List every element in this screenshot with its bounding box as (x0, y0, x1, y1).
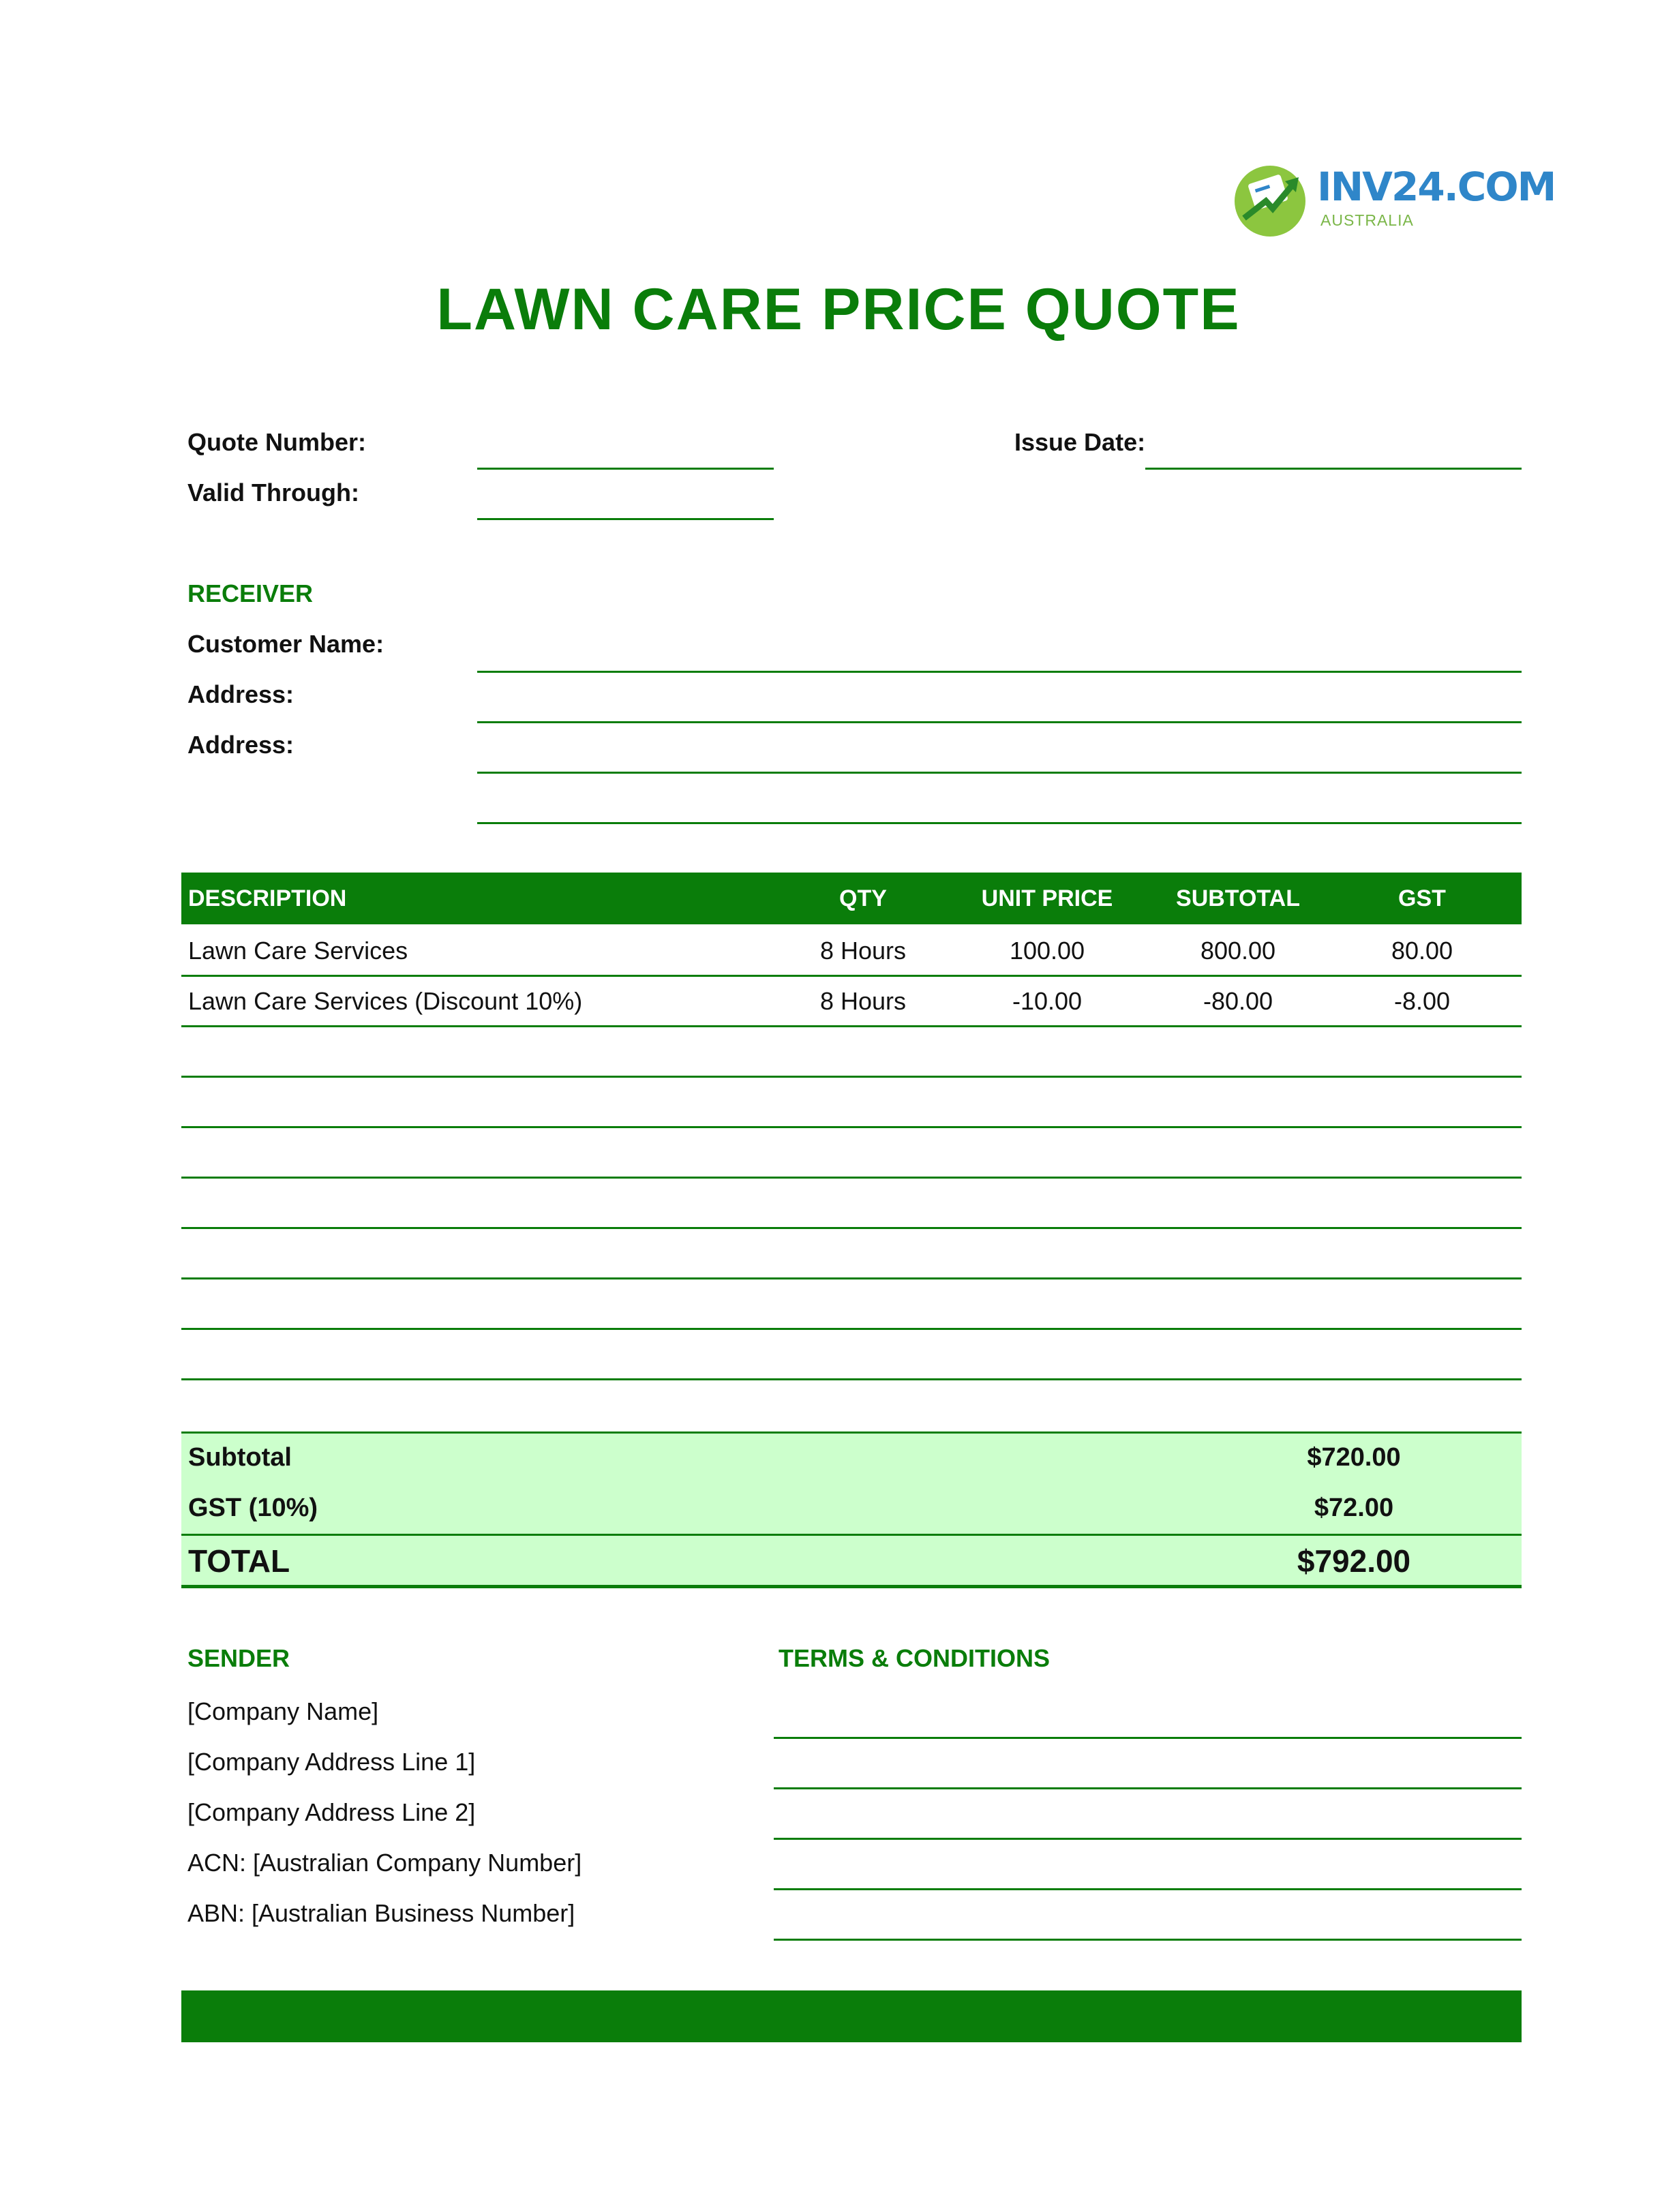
table-row (181, 924, 1522, 977)
row-gst: -8.00 (1393, 987, 1451, 1015)
page-title: LAWN CARE PRICE QUOTE (436, 277, 1241, 342)
customer-name-field[interactable] (477, 671, 1522, 673)
table-header (181, 873, 1522, 924)
address-label-1: Address: (187, 680, 294, 708)
header-unit-price: UNIT PRICE (981, 885, 1113, 911)
table-row (181, 975, 1522, 1027)
row-unit-price: -10.00 (1012, 987, 1083, 1015)
sender-acn: ACN: [Australian Company Number] (187, 1849, 582, 1877)
header-description: DESCRIPTION (188, 885, 347, 911)
row-qty: 8 Hours (819, 987, 907, 1015)
gst-value: $72.00 (1314, 1494, 1394, 1522)
address-label-2: Address: (187, 731, 294, 759)
total-label: TOTAL (188, 1543, 290, 1579)
table-row-empty[interactable] (181, 1076, 1522, 1128)
table-row-empty[interactable] (181, 1227, 1522, 1279)
table-row-empty[interactable] (181, 1126, 1522, 1179)
total-value: $792.00 (1297, 1543, 1411, 1579)
issue-date-label: Issue Date: (1014, 428, 1146, 456)
subtotal-value: $720.00 (1307, 1443, 1401, 1472)
header-qty: QTY (839, 885, 887, 911)
sender-company-name: [Company Name] (187, 1697, 379, 1725)
row-gst: 80.00 (1391, 937, 1453, 965)
terms-line[interactable] (774, 1838, 1522, 1840)
terms-heading: TERMS & CONDITIONS (779, 1644, 1051, 1672)
address-field-2[interactable] (477, 772, 1522, 774)
row-qty: 8 Hours (819, 937, 907, 965)
totals-divider (181, 1534, 1522, 1536)
receiver-heading: RECEIVER (187, 579, 314, 607)
valid-through-label: Valid Through: (187, 479, 359, 506)
totals-panel (181, 1431, 1522, 1588)
row-description: Lawn Care Services (188, 937, 408, 965)
row-subtotal: -80.00 (1203, 987, 1273, 1015)
table-row-empty[interactable] (181, 1177, 1522, 1229)
valid-through-field[interactable] (477, 518, 774, 520)
address-field-1[interactable] (477, 721, 1522, 723)
logo-subtitle: AUSTRALIA (1320, 211, 1414, 229)
row-description: Lawn Care Services (Discount 10%) (188, 987, 583, 1015)
sender-address-line-1: [Company Address Line 1] (187, 1748, 476, 1776)
table-row-empty[interactable] (181, 1328, 1522, 1380)
quote-number-field[interactable] (477, 468, 774, 470)
subtotal-label: Subtotal (188, 1443, 292, 1472)
terms-line[interactable] (774, 1737, 1522, 1739)
invoice-arrow-icon (1230, 164, 1311, 239)
address-field-3[interactable] (477, 822, 1522, 824)
terms-line[interactable] (774, 1787, 1522, 1789)
row-unit-price: 100.00 (1009, 937, 1085, 965)
header-subtotal: SUBTOTAL (1176, 885, 1300, 911)
brand-logo (1230, 158, 1556, 240)
sender-abn: ABN: [Australian Business Number] (187, 1899, 575, 1927)
logo-brand-text: INV24.COM (1317, 164, 1556, 210)
terms-line[interactable] (774, 1888, 1522, 1890)
gst-label: GST (10%) (188, 1494, 318, 1522)
footer-bar (181, 1990, 1522, 2042)
customer-name-label: Customer Name: (187, 630, 384, 658)
header-gst: GST (1398, 885, 1446, 911)
quote-number-label: Quote Number: (187, 428, 367, 456)
table-row-empty[interactable] (181, 1277, 1522, 1330)
terms-line[interactable] (774, 1939, 1522, 1941)
sender-address-line-2: [Company Address Line 2] (187, 1798, 476, 1826)
row-subtotal: 800.00 (1200, 937, 1276, 965)
sender-heading: SENDER (187, 1644, 290, 1672)
table-row-empty[interactable] (181, 1025, 1522, 1078)
issue-date-field[interactable] (1145, 468, 1522, 470)
